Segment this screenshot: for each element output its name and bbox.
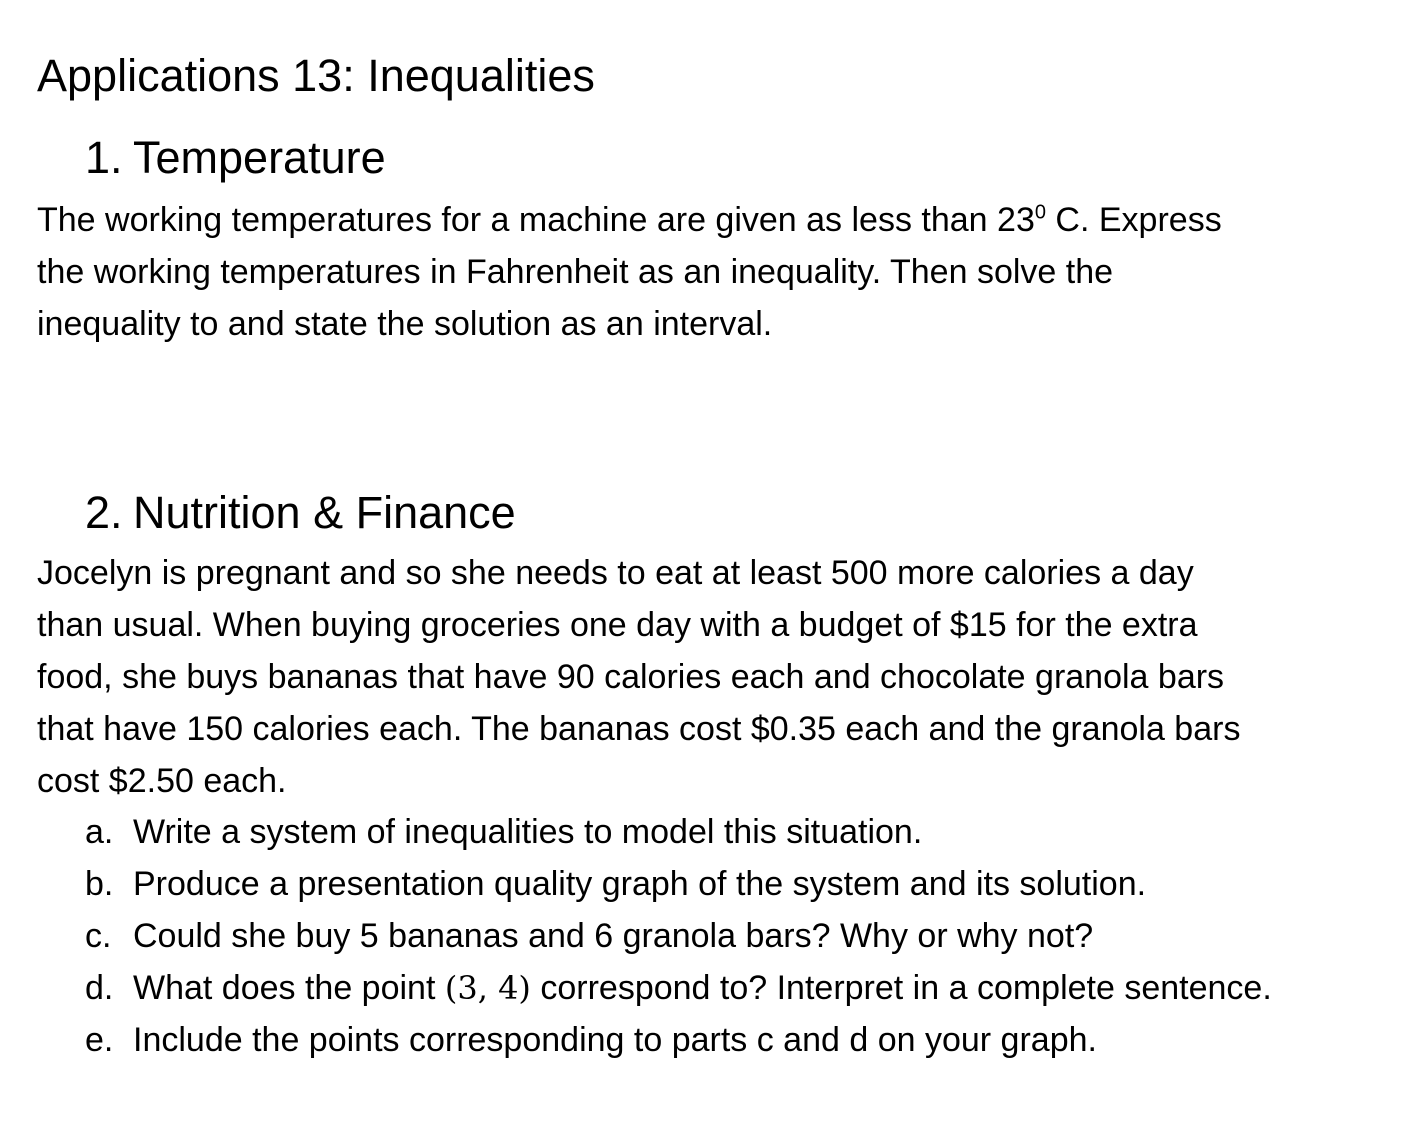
list-item-text: Produce a presentation quality graph of the system and its solution. xyxy=(133,865,1147,903)
problem-2-line: Jocelyn is pregnant and so she needs to eat at least 500 more calories a day xyxy=(37,554,1194,592)
problem-2-line: than usual. When buying groceries one day with a budget of $15 for the extra xyxy=(37,606,1198,644)
list-marker: c. xyxy=(85,917,112,955)
list-marker: d. xyxy=(85,969,114,1007)
problem-2-line: cost $2.50 each. xyxy=(37,762,287,800)
problem-2-text xyxy=(37,547,1377,807)
problem-2-heading xyxy=(85,487,516,539)
problem-2-number: 2. xyxy=(85,487,123,538)
problem-1-heading xyxy=(85,132,386,184)
list-item-part-a xyxy=(85,806,1272,858)
list-item-part-b xyxy=(85,858,1272,910)
list-item-text: Write a system of inequalities to model this situation. xyxy=(133,813,923,851)
point-math: (3, 4) xyxy=(444,969,531,1007)
list-marker: a. xyxy=(85,813,114,851)
list-marker: e. xyxy=(85,1021,114,1059)
problem-2-line: food, she buys bananas that have 90 calories each and chocolate granola bars xyxy=(37,658,1225,696)
list-item-text-post: correspond to? Interpret in a complete sentence. xyxy=(530,969,1272,1007)
problem-1-text xyxy=(37,194,1377,350)
document-title: Applications 13: Inequalities xyxy=(37,50,595,101)
list-item-part-c xyxy=(85,910,1272,962)
problem-2-line: that have 150 calories each. The bananas cost $0.35 each and the granola bars xyxy=(37,710,1241,748)
problem-1-line-2: the working temperatures in Fahrenheit as an inequality. Then solve the xyxy=(37,253,1114,291)
list-item-text: Include the points corresponding to parts c and d on your graph. xyxy=(133,1021,1097,1059)
list-item-text-pre: What does the point xyxy=(133,969,445,1007)
list-marker: b. xyxy=(85,865,114,903)
problem-1-line-3: inequality to and state the solution as an interval. xyxy=(37,305,773,343)
problem-2-parts-list xyxy=(85,806,1272,1066)
list-item-text: Could she buy 5 bananas and 6 granola bars? Why or why not? xyxy=(133,917,1094,955)
list-item-part-d xyxy=(85,962,1272,1014)
list-item-part-e xyxy=(85,1014,1272,1066)
degree-superscript: 0 xyxy=(1034,201,1046,224)
problem-1-number: 1. xyxy=(85,132,123,183)
problem-2-title: Nutrition & Finance xyxy=(133,487,516,538)
problem-1-title: Temperature xyxy=(133,132,386,183)
problem-1-line-1: The working temperatures for a machine are given as less than $23^0$ C. Express xyxy=(37,201,1222,239)
